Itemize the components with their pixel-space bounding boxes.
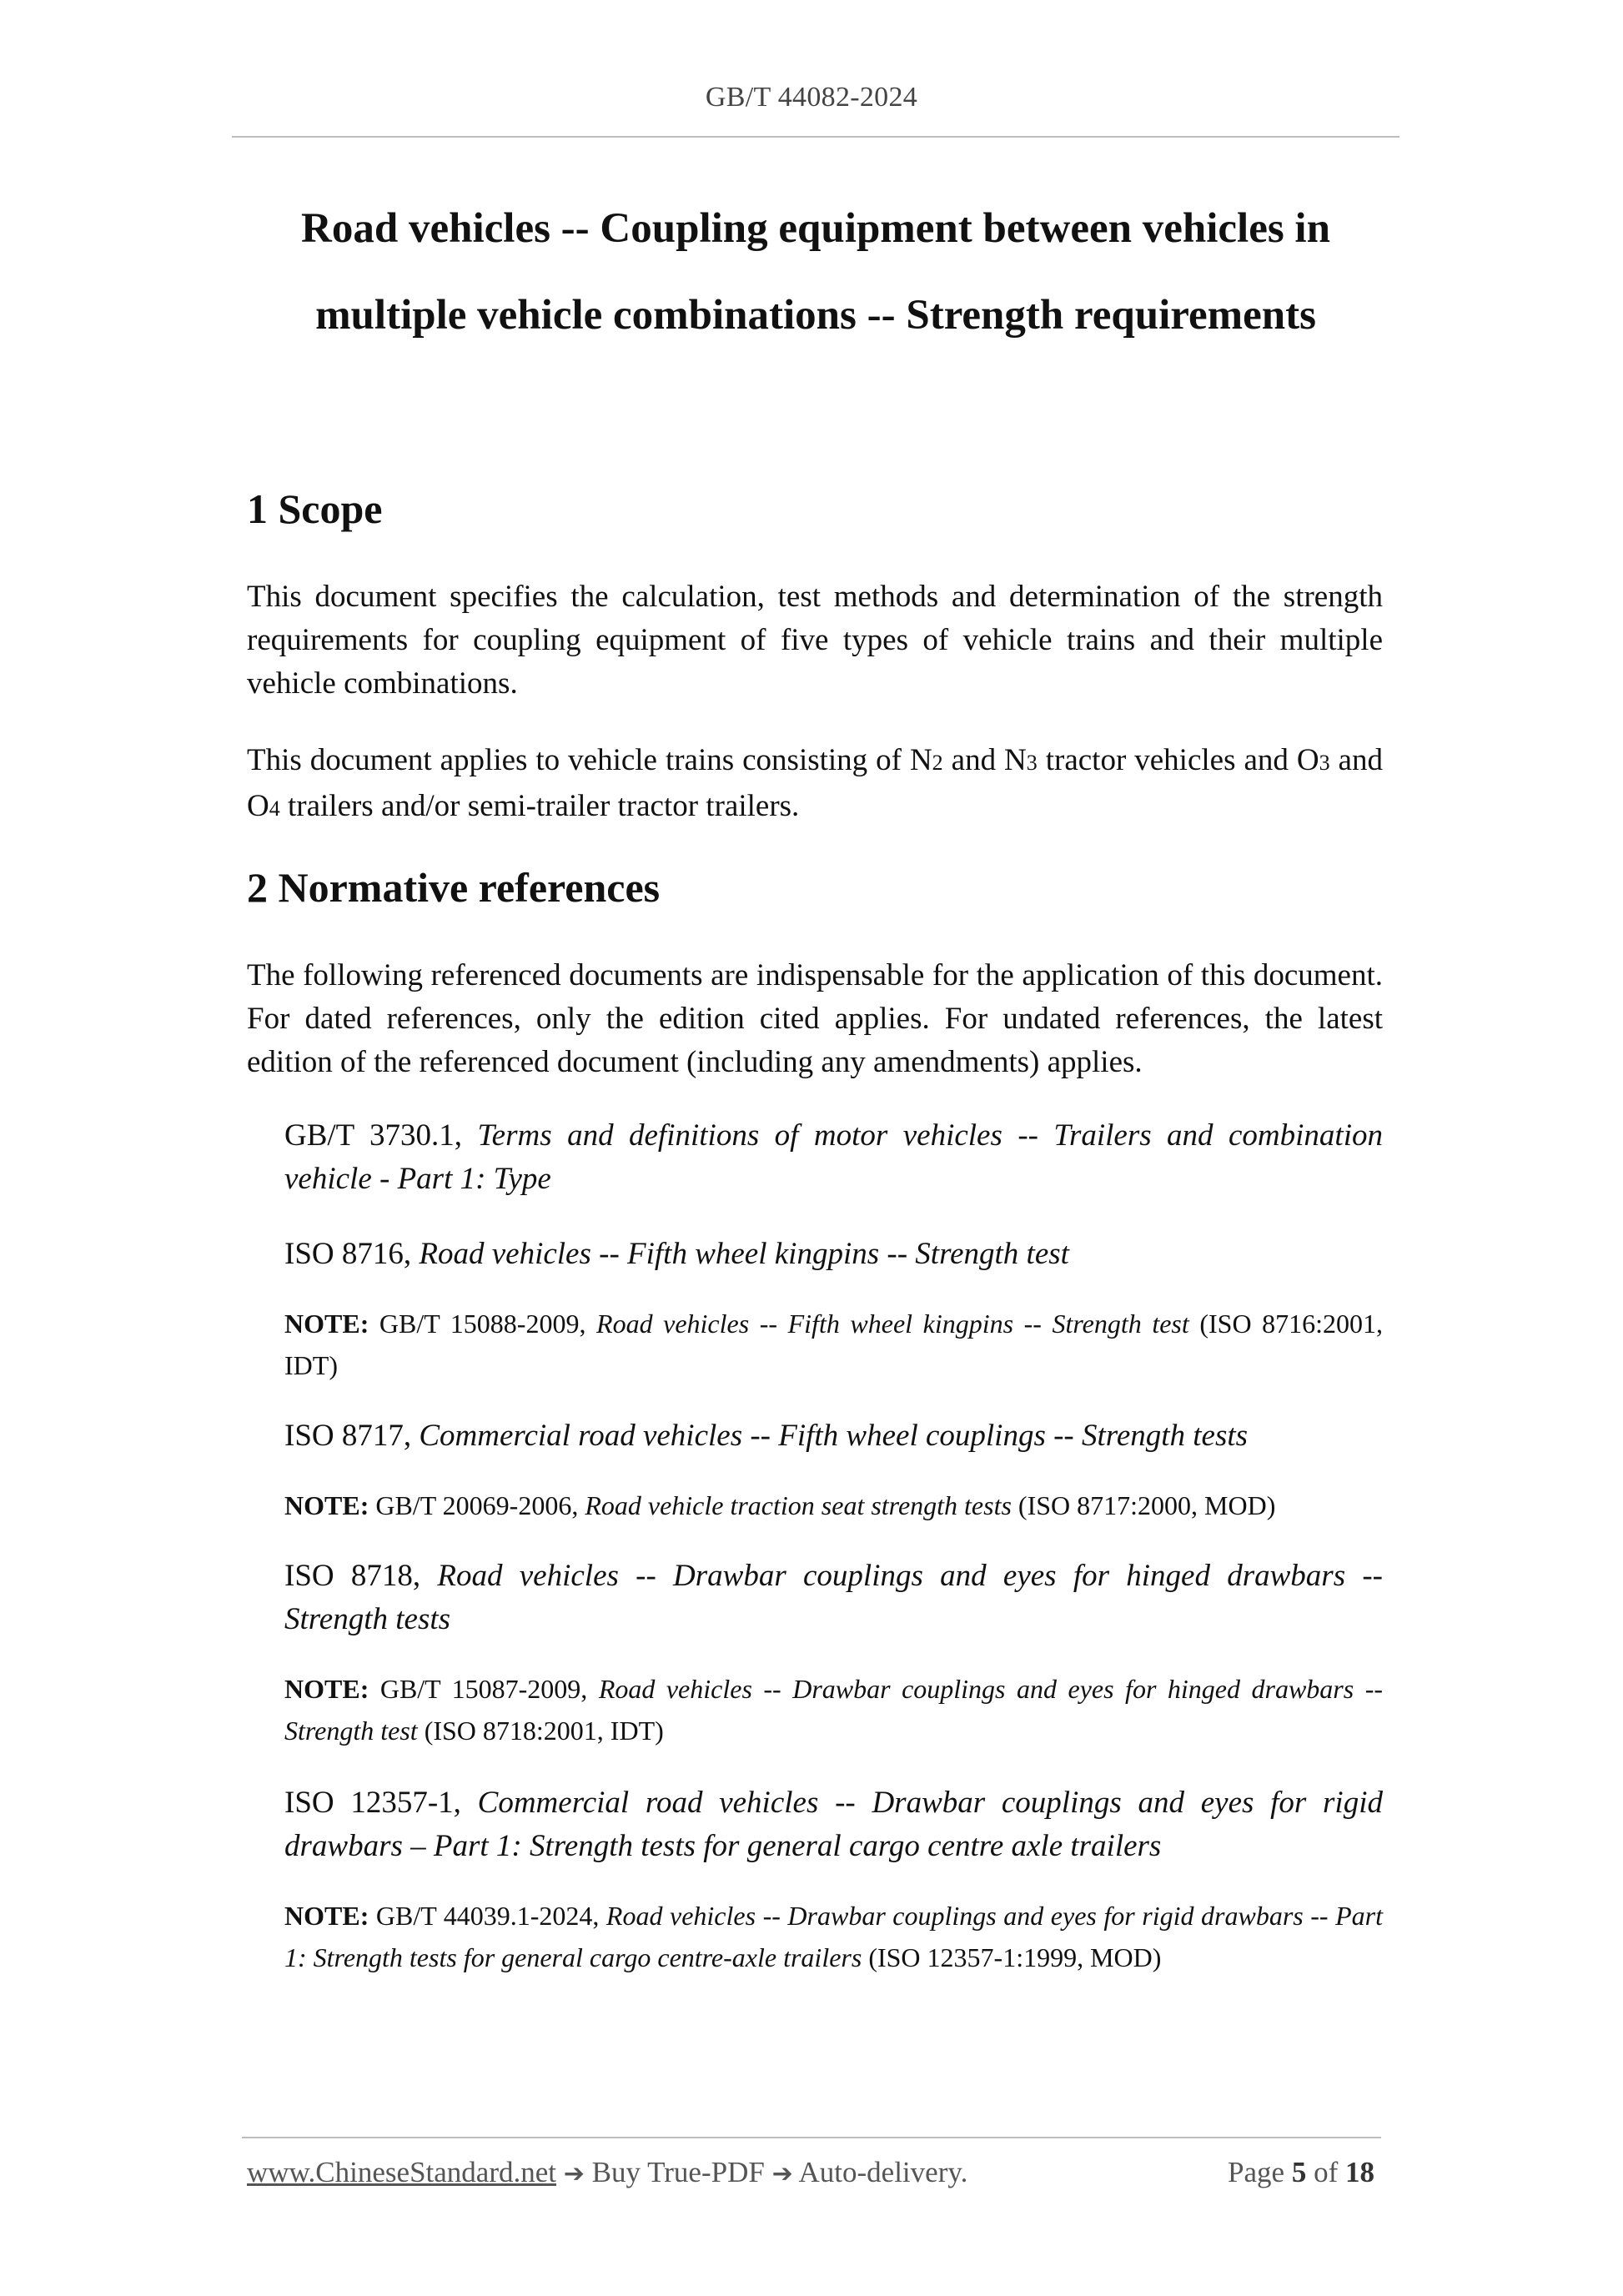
document-title xyxy=(232,185,1399,359)
reference-code: ISO 8716, xyxy=(284,1237,420,1271)
scope-paragraph-2 xyxy=(247,739,1383,831)
note-label: NOTE: xyxy=(284,1309,369,1339)
subscript-o3: 3 xyxy=(1319,751,1330,775)
normative-intro: The following referenced documents are indispensable for the application of this document. For dated references, only the edition cited applies. For undated references, the latest edition of the referenced document (including any amendments) applies. xyxy=(247,958,1383,1079)
reference-note xyxy=(284,1895,1383,1978)
reference-code: GB/T 3730.1, xyxy=(284,1118,478,1153)
total-pages: 18 xyxy=(1345,2156,1374,2188)
reference-title: Commercial road vehicles -- Drawbar couplings and eyes for rigid drawbars – Part 1: Strength tests for general cargo centre axle trailers xyxy=(284,1786,1383,1863)
standard-code-header: GB/T 44082-2024 xyxy=(705,82,918,113)
arrow-right-icon: ➔ xyxy=(771,2159,793,2188)
footer-divider xyxy=(242,2137,1381,2138)
subscript-n3: 3 xyxy=(1026,751,1038,775)
scope-text-b: and N xyxy=(942,743,1027,777)
note-code: GB/T 15087-2009, xyxy=(369,1674,599,1704)
scope-text-d: and O xyxy=(247,743,1383,823)
note-title: Road vehicles -- Drawbar couplings and eyes for hinged drawbars -- Strength test xyxy=(284,1674,1384,1746)
footer-promo xyxy=(247,2156,967,2189)
page-label: Page xyxy=(1228,2156,1292,2188)
note-code: GB/T 15088-2009, xyxy=(369,1309,597,1339)
reference-note xyxy=(284,1485,1383,1526)
reference-item xyxy=(284,1781,1383,1868)
auto-delivery-text: Auto-delivery. xyxy=(792,2156,968,2188)
current-page: 5 xyxy=(1291,2156,1307,2188)
reference-note xyxy=(284,1668,1383,1751)
note-tail: (ISO 12357-1:1999, MOD) xyxy=(862,1942,1162,1972)
chinesestandard-link[interactable]: www.ChineseStandard.net xyxy=(247,2156,556,2188)
arrow-right-icon: ➔ xyxy=(563,2159,585,2188)
scope-paragraph-1: This document specifies the calculation, test methods and determination of the strength requirements for coupling equipment of five types of vehicle trains and their multiple vehicle combinations. xyxy=(247,580,1383,701)
note-code: GB/T 44039.1-2024, xyxy=(369,1901,606,1931)
reference-title: Terms and definitions of motor vehicles -- Trailers and combination vehicle - Part 1: Type xyxy=(284,1118,1383,1196)
reference-code: ISO 8717, xyxy=(284,1419,420,1453)
section-heading-scope: 1 Scope xyxy=(247,485,383,532)
note-tail: (ISO 8718:2001, IDT) xyxy=(417,1716,664,1746)
note-code: GB/T 20069-2006, xyxy=(369,1490,585,1520)
scope-text-c: tractor vehicles and O xyxy=(1037,743,1319,777)
of-label: of xyxy=(1306,2156,1345,2188)
scope-text-e: trailers and/or semi-trailer tractor trailers. xyxy=(279,789,800,823)
buy-true-pdf-text: Buy True-PDF xyxy=(584,2156,772,2188)
document-body xyxy=(247,475,1383,1978)
subscript-n2: 2 xyxy=(932,751,943,775)
note-title: Road vehicles -- Drawbar couplings and eyes for rigid drawbars -- Part 1: Strength tests for general cargo centre-axle trailers xyxy=(284,1901,1383,1972)
reference-item xyxy=(284,1233,1383,1276)
reference-title: Road vehicles -- Fifth wheel kingpins -- Strength test xyxy=(419,1237,1069,1271)
title-line-1: Road vehicles -- Coupling equipment between vehicles in xyxy=(301,205,1330,252)
reference-item xyxy=(284,1414,1383,1458)
note-title: Road vehicles -- Fifth wheel kingpins -- Strength test xyxy=(596,1309,1189,1339)
note-tail: (ISO 8717:2000, MOD) xyxy=(1011,1490,1276,1520)
reference-note xyxy=(284,1303,1383,1386)
reference-item xyxy=(284,1114,1383,1201)
reference-title: Commercial road vehicles -- Fifth wheel couplings -- Strength tests xyxy=(419,1419,1249,1453)
page-footer xyxy=(247,2156,1374,2189)
note-label: NOTE: xyxy=(284,1901,369,1931)
note-tail: (ISO 8716:2001, IDT) xyxy=(284,1309,1384,1380)
reference-item xyxy=(284,1555,1383,1641)
scope-text-a: This document applies to vehicle trains consisting of N xyxy=(247,743,932,777)
page-number xyxy=(1228,2156,1374,2189)
subscript-o4: 4 xyxy=(269,796,280,821)
note-title: Road vehicle traction seat strength tests xyxy=(585,1490,1012,1520)
reference-code: ISO 12357-1, xyxy=(284,1786,478,1820)
reference-title: Road vehicles -- Drawbar couplings and eyes for hinged drawbars -- Strength tests xyxy=(284,1559,1383,1636)
note-label: NOTE: xyxy=(284,1674,369,1704)
header-divider xyxy=(232,136,1399,138)
section-heading-normative-references: 2 Normative references xyxy=(247,864,661,911)
reference-code: ISO 8718, xyxy=(284,1559,438,1593)
note-label: NOTE: xyxy=(284,1490,369,1520)
title-line-2: multiple vehicle combinations -- Strength requirements xyxy=(315,292,1316,339)
